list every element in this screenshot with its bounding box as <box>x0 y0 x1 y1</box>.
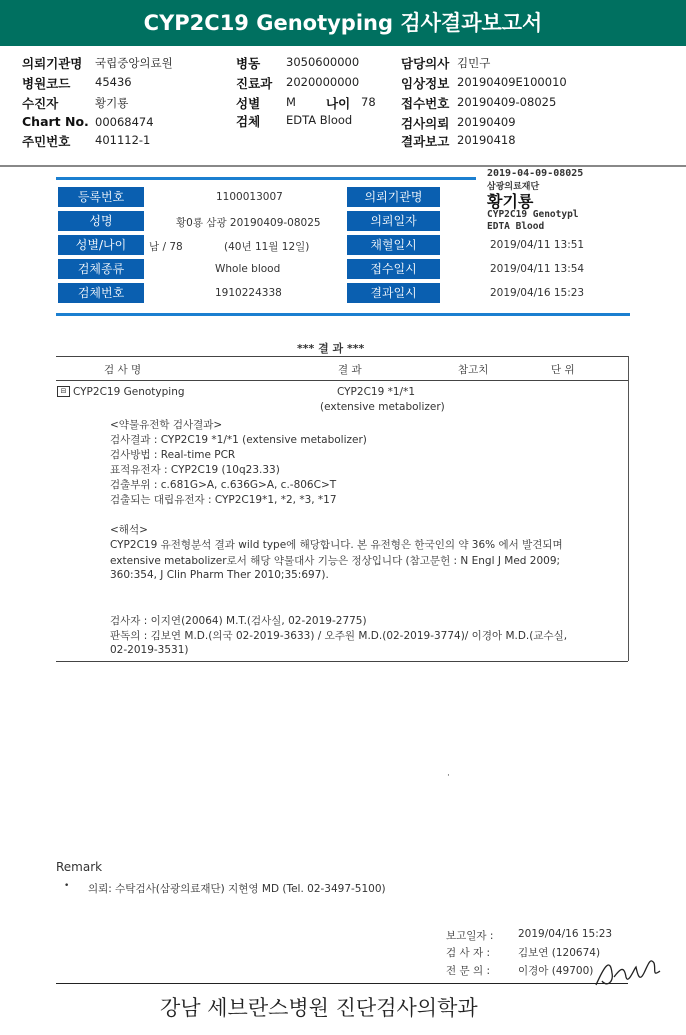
hdr-label-specimen-type: 검체종류 <box>58 259 144 279</box>
col-test-name: 검 사 명 <box>104 364 142 376</box>
info-value-clinical: 20190409E100010 <box>457 75 567 89</box>
section-pharmacogenetics: <약물유전학 검사결과> <box>110 419 223 431</box>
info-value-patient: 황기룡 <box>95 96 129 110</box>
info-value-hospital-code: 45436 <box>95 75 132 89</box>
hdr-label-specimen-no: 검체번호 <box>58 283 144 303</box>
col-reference: 참고치 <box>458 364 489 376</box>
interp-line-2: extensive metabolizer로서 해당 약물대사 기능은 정상입니다 (참고문헌 : N Engl J Med 2009; <box>110 555 561 567</box>
info-row-specimen: 검체 <box>236 114 261 129</box>
info-value-receipt-no: 20190409-08025 <box>457 95 557 109</box>
footer-rule <box>56 983 628 984</box>
col-unit: 단 위 <box>551 364 575 376</box>
label-accession: 2019-04-09-08025 <box>487 168 584 179</box>
info-value-department: 2020000000 <box>286 75 360 89</box>
signature-image <box>590 947 666 997</box>
results-top-rule <box>56 356 628 357</box>
col-result: 결 과 <box>338 364 362 376</box>
info-row-ward: 병동 <box>236 56 261 71</box>
result-test-name: CYP2C19 Genotyping <box>73 386 185 398</box>
info-row-department: 진료과 <box>236 76 273 91</box>
body-line-result: 검사결과 : CYP2C19 *1/*1 (extensive metabolizer) <box>110 434 367 446</box>
body-line-sites: 검출부위 : c.681G>A, c.636G>A, c.-806C>T <box>110 479 337 491</box>
info-row-hospital-code: 병원코드 <box>22 76 71 91</box>
results-header-rule <box>56 380 628 381</box>
footer-report-date-value: 2019/04/16 15:23 <box>518 928 613 940</box>
info-row-sex: 성별 <box>236 96 261 111</box>
info-row-receipt-no: 접수번호 <box>401 96 450 111</box>
hdr-value-birthdate: (40년 11월 12일) <box>224 241 310 253</box>
hdr-label-institution: 의뢰기관명 <box>347 187 440 207</box>
info-row-patient: 수진자 <box>22 96 59 111</box>
info-value-specimen: EDTA Blood <box>286 113 353 127</box>
info-row-chart: Chart No. <box>22 114 89 129</box>
info-label-age: 나이 <box>326 96 351 111</box>
label-specimen: EDTA Blood <box>487 221 545 232</box>
hdr-value-receipt: 2019/04/11 13:54 <box>490 263 585 275</box>
info-row-clinical: 임상정보 <box>401 76 450 91</box>
hdr-value-collection: 2019/04/11 13:51 <box>490 239 585 251</box>
hdr-value-result: 2019/04/16 15:23 <box>490 287 585 299</box>
info-row-institution: 의뢰기관명 <box>22 56 83 71</box>
info-value-request-date: 20190409 <box>457 115 516 129</box>
content-right-border <box>628 356 629 661</box>
body-line-method: 검사방법 : Real-time PCR <box>110 449 236 461</box>
info-row-resident-no: 주민번호 <box>22 134 71 149</box>
info-value-chart: 00068474 <box>95 115 154 129</box>
info-row-doctor: 담당의사 <box>401 56 450 71</box>
label-test: CYP2C19 Genotypl <box>487 209 579 220</box>
reader-line-1: 판독의 : 김보연 M.D.(의국 02-2019-3633) / 오주원 M.D.(02-2019-3774)/ 이경아 M.D.(교수실, <box>110 630 568 642</box>
interp-line-3: 360:354, J Clin Pharm Ther 2010;35:697). <box>110 569 329 581</box>
hdr-value-reg-no: 1100013007 <box>216 191 283 203</box>
remark-text: 의뢰: 수탁검사(삼광의료재단) 지현영 MD (Tel. 02-3497-5100) <box>88 883 386 895</box>
header-bottom-stripe <box>56 313 630 316</box>
label-lab: 삼광의료재단 <box>487 182 540 192</box>
patient-info-panel <box>0 46 686 167</box>
label-patient-name: 황기룡 <box>487 192 534 211</box>
tester-line: 검사자 : 이지연(20064) M.T.(검사실, 02-2019-2775) <box>110 615 367 627</box>
reader-line-2: 02-2019-3531) <box>110 644 189 656</box>
body-line-alleles: 검출되는 대립유전자 : CYP2C19*1, *2, *3, *17 <box>110 494 337 506</box>
info-row-report-date: 결과보고 <box>401 134 450 149</box>
result-value-genotype: CYP2C19 *1/*1 <box>337 386 416 398</box>
info-value-report-date: 20190418 <box>457 133 516 147</box>
footer-specialist-value: 이경아 (49700) <box>518 965 594 977</box>
info-value-resident-no: 401112-1 <box>95 133 151 147</box>
body-line-gene: 표적유전자 : CYP2C19 (10q23.33) <box>110 464 280 476</box>
scanned-report <box>0 167 686 1035</box>
remark-title: Remark <box>56 860 103 874</box>
stray-mark: · <box>447 771 450 781</box>
info-value-doctor: 김민구 <box>457 56 491 70</box>
info-value-age: 78 <box>361 95 376 109</box>
hdr-label-sex-age: 성별/나이 <box>58 235 144 255</box>
hdr-label-collection: 채혈일시 <box>347 235 440 255</box>
interp-line-1: CYP2C19 유전형분석 결과 wild type에 해당합니다. 본 유전형은 한국인의 약 36% 에서 발견되며 <box>110 539 563 551</box>
info-value-institution: 국립중앙의료원 <box>95 56 173 70</box>
footer-specialist-label: 전 문 의 : <box>446 965 490 977</box>
hdr-value-sex-age: 남 / 78 <box>149 241 183 253</box>
result-value-phenotype: (extensive metabolizer) <box>320 401 445 413</box>
hdr-value-name: 황0룡 삼광 20190409-08025 <box>176 217 321 229</box>
info-value-ward: 3050600000 <box>286 55 360 69</box>
top-stripe <box>56 177 476 180</box>
hospital-name: 강남 세브란스병원 진단검사의학과 <box>160 996 478 1020</box>
hdr-value-specimen-type: Whole blood <box>215 263 281 275</box>
content-bottom-rule <box>56 661 628 662</box>
hdr-label-receipt: 접수일시 <box>347 259 440 279</box>
section-interpretation: <해석> <box>110 524 148 536</box>
info-row-request-date: 검사의뢰 <box>401 116 450 131</box>
hdr-value-specimen-no: 1910224338 <box>215 287 282 299</box>
results-heading: *** 결 과 *** <box>297 342 365 355</box>
hdr-label-name: 성명 <box>58 211 144 231</box>
footer-report-date-label: 보고일자 : <box>446 930 494 942</box>
hdr-label-request-date: 의뢰일자 <box>347 211 440 231</box>
result-row-marker-icon: ⊟ <box>57 386 70 397</box>
info-value-sex: M <box>286 95 296 109</box>
footer-tester-value: 김보연 (120674) <box>518 947 601 959</box>
footer-tester-label: 검 사 자 : <box>446 947 490 959</box>
hdr-label-reg-no: 등록번호 <box>58 187 144 207</box>
report-title: CYP2C19 Genotyping 검사결과보고서 <box>0 0 686 46</box>
remark-bullet: • <box>64 881 70 891</box>
hdr-label-result: 결과일시 <box>347 283 440 303</box>
